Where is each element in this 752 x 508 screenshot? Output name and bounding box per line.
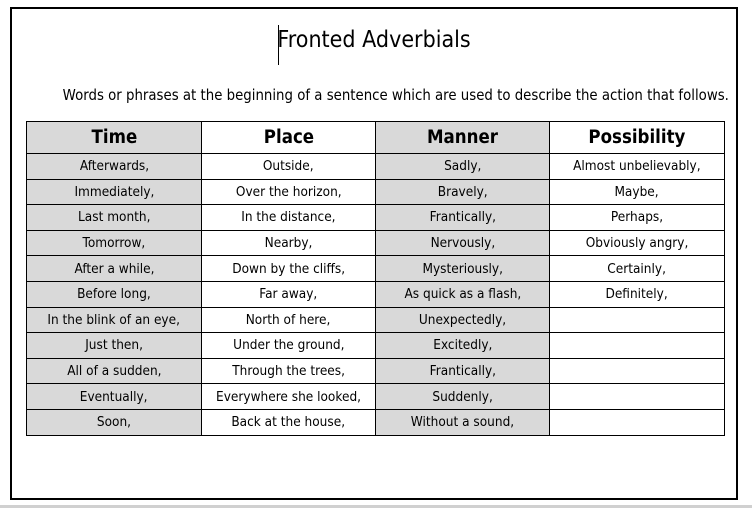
column-header-possibility[interactable] [550, 122, 725, 154]
cell-place[interactable] [202, 281, 376, 307]
cell-time[interactable] [27, 256, 202, 282]
table-header-row [27, 122, 725, 154]
cell-possibility[interactable] [550, 256, 725, 282]
cell-place[interactable] [202, 205, 376, 231]
cell-place[interactable] [202, 307, 376, 333]
cell-time[interactable] [27, 230, 202, 256]
cell-possibility[interactable] [550, 307, 725, 333]
cell-text: Before long, [77, 286, 151, 303]
cell-possibility[interactable] [550, 384, 725, 410]
column-header-label: Time [91, 127, 137, 148]
cell-text: In the blink of an eye, [47, 311, 181, 328]
cell-text: Sadly, [443, 158, 482, 175]
cell-place[interactable] [202, 333, 376, 359]
cell-text: Soon, [96, 414, 132, 431]
cell-time[interactable] [27, 384, 202, 410]
cell-manner[interactable] [376, 333, 550, 359]
cell-text: After a while, [73, 260, 155, 277]
cell-possibility[interactable] [550, 179, 725, 205]
column-header-place[interactable] [202, 122, 376, 154]
cell-text: Obviously angry, [585, 235, 689, 252]
cell-possibility[interactable] [550, 205, 725, 231]
cell-time[interactable] [27, 179, 202, 205]
cell-time[interactable] [27, 358, 202, 384]
cell-place[interactable] [202, 154, 376, 180]
cell-time[interactable] [27, 409, 202, 435]
cell-text: Perhaps, [610, 209, 664, 226]
cell-text: Without a sound, [410, 414, 515, 431]
cell-time[interactable] [27, 281, 202, 307]
cell-place[interactable] [202, 179, 376, 205]
cell-time[interactable] [27, 333, 202, 359]
cell-text: Immediately, [74, 183, 154, 200]
table-row [27, 256, 725, 282]
column-header-manner[interactable] [376, 122, 550, 154]
cell-text: In the distance, [241, 209, 336, 226]
cell-text: Excitedly, [432, 337, 493, 354]
table-row [27, 307, 725, 333]
cell-text: Almost unbelievably, [573, 158, 701, 175]
cell-text: Frantically, [429, 363, 496, 380]
table-row [27, 154, 725, 180]
cell-text: Outside, [263, 158, 314, 175]
table-row [27, 205, 725, 231]
cell-possibility[interactable] [550, 230, 725, 256]
table-row [27, 409, 725, 435]
cell-possibility[interactable] [550, 154, 725, 180]
cell-text: Mysteriously, [422, 260, 503, 277]
table-row [27, 333, 725, 359]
cell-text: Nervously, [430, 235, 495, 252]
cell-text: Everywhere she looked, [216, 388, 361, 405]
cell-time[interactable] [27, 154, 202, 180]
cell-text: Unexpectedly, [418, 311, 507, 328]
cell-manner[interactable] [376, 230, 550, 256]
column-header-time[interactable] [27, 122, 202, 154]
cell-text: Last month, [77, 209, 151, 226]
cell-text: North of here, [246, 311, 331, 328]
cell-manner[interactable] [376, 179, 550, 205]
cell-manner[interactable] [376, 256, 550, 282]
cell-text: Under the ground, [232, 337, 345, 354]
cell-possibility[interactable] [550, 409, 725, 435]
table-row [27, 384, 725, 410]
cell-possibility[interactable] [550, 333, 725, 359]
cell-text: Just then, [85, 337, 143, 354]
cell-manner[interactable] [376, 358, 550, 384]
table-row [27, 358, 725, 384]
cell-place[interactable] [202, 230, 376, 256]
cell-text: Eventually, [80, 388, 148, 405]
cell-possibility[interactable] [550, 358, 725, 384]
cell-place[interactable] [202, 409, 376, 435]
cell-manner[interactable] [376, 384, 550, 410]
cell-text: Definitely, [605, 286, 669, 303]
cell-text: Far away, [259, 286, 318, 303]
cell-place[interactable] [202, 384, 376, 410]
cell-place[interactable] [202, 358, 376, 384]
cell-manner[interactable] [376, 281, 550, 307]
column-header-label: Possibility [588, 127, 686, 148]
cell-manner[interactable] [376, 154, 550, 180]
cell-text: Suddenly, [432, 388, 493, 405]
cell-possibility[interactable] [550, 281, 725, 307]
cell-text: Maybe, [614, 183, 660, 200]
cell-time[interactable] [27, 307, 202, 333]
cell-text: Bravely, [437, 183, 488, 200]
adverbials-table [26, 121, 725, 436]
cell-text: All of a sudden, [66, 363, 162, 380]
cell-text: Frantically, [429, 209, 496, 226]
page-title[interactable]: Fronted Adverbials [277, 27, 471, 53]
cell-text: As quick as a flash, [404, 286, 521, 303]
cell-text: Afterwards, [79, 158, 149, 175]
column-header-label: Manner [426, 127, 499, 148]
table-row [27, 281, 725, 307]
page-subtitle[interactable]: Words or phrases at the beginning of a sentence which are used to describe the action that follows. [62, 86, 729, 104]
cell-manner[interactable] [376, 409, 550, 435]
cell-text: Through the trees, [232, 363, 345, 380]
cell-text: Certainly, [607, 260, 667, 277]
cell-text: Tomorrow, [82, 235, 146, 252]
cell-text: Down by the cliffs, [232, 260, 345, 277]
cell-text: Over the horizon, [235, 183, 342, 200]
cell-manner[interactable] [376, 307, 550, 333]
cell-place[interactable] [202, 256, 376, 282]
cell-text: Back at the house, [231, 414, 346, 431]
document-page [10, 7, 738, 500]
cell-time[interactable] [27, 205, 202, 231]
column-header-label: Place [263, 127, 314, 148]
cell-text: Nearby, [264, 235, 313, 252]
cell-manner[interactable] [376, 205, 550, 231]
table-row [27, 179, 725, 205]
table-row [27, 230, 725, 256]
